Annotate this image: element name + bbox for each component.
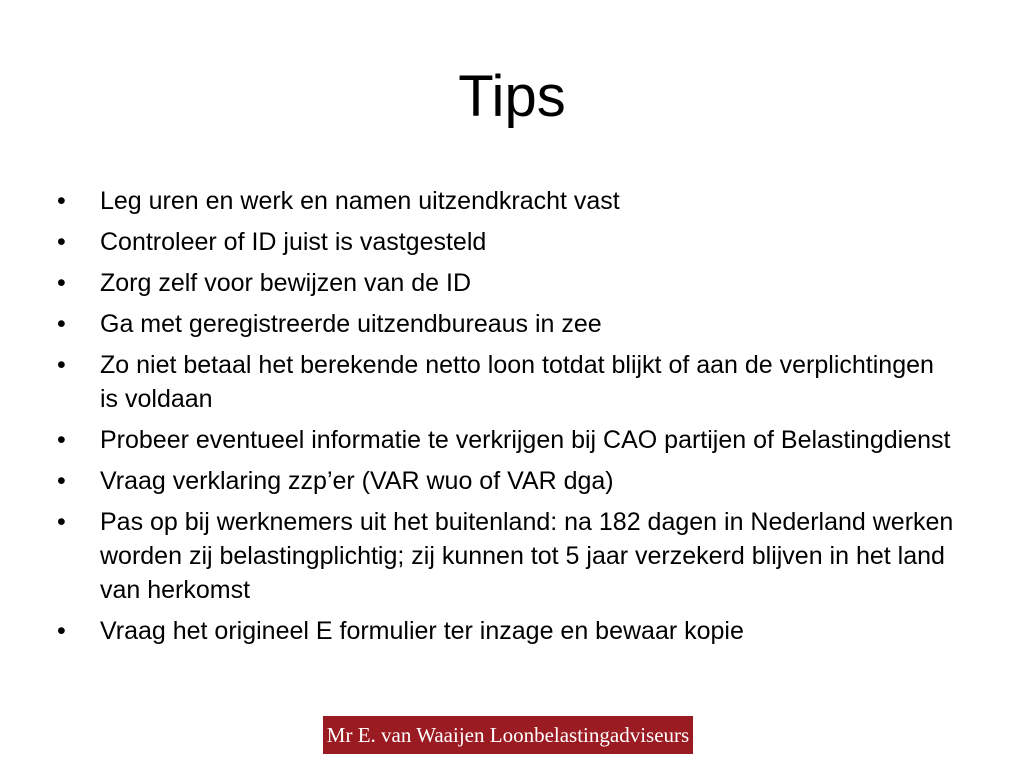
bullet-item (57, 266, 957, 300)
bullet-icon: • (57, 310, 66, 338)
bullet-item (57, 464, 957, 498)
footer-banner (323, 716, 693, 754)
bullet-item (57, 307, 957, 341)
bullet-text: Probeer eventueel informatie te verkrijgen bij CAO partijen of Belastingdienst (100, 426, 951, 454)
bullet-icon: • (57, 467, 66, 495)
bullet-text: Ga met geregistreerde uitzendbureaus in zee (100, 310, 602, 338)
bullet-text: Controleer of ID juist is vastgesteld (100, 228, 487, 256)
footer-label: Mr E. van Waaijen Loonbelastingadviseurs (326, 723, 690, 747)
bullet-icon: • (57, 351, 66, 379)
slide-title: Tips (458, 64, 566, 129)
bullet-item (57, 184, 957, 218)
bullet-icon: • (57, 426, 66, 454)
bullet-icon: • (57, 617, 66, 645)
bullet-item (57, 423, 957, 457)
bullet-icon: • (57, 508, 66, 536)
bullet-icon: • (57, 187, 66, 215)
bullet-text: Pas op bij werknemers uit het buitenland: na 182 dagen in Nederland werken worden zij belastingplichtig; zij kunnen tot 5 jaar verzekerd blijven in het land van herkomst (100, 508, 954, 604)
bullet-item (57, 225, 957, 259)
bullet-item (57, 348, 957, 416)
bullet-icon: • (57, 228, 66, 256)
bullet-text: Zorg zelf voor bewijzen van de ID (100, 269, 472, 297)
bullet-icon: • (57, 269, 66, 297)
bullet-text: Zo niet betaal het berekende netto loon totdat blijkt of aan de verplichtingen is voldaan (100, 351, 934, 413)
bullet-text: Vraag het origineel E formulier ter inzage en bewaar kopie (100, 617, 744, 645)
bullet-item (57, 614, 957, 648)
bullet-text: Leg uren en werk en namen uitzendkracht vast (100, 187, 620, 215)
bullet-text: Vraag verklaring zzp’er (VAR wuo of VAR dga) (100, 467, 614, 495)
bullet-item (57, 505, 957, 607)
bullet-list (57, 184, 957, 655)
